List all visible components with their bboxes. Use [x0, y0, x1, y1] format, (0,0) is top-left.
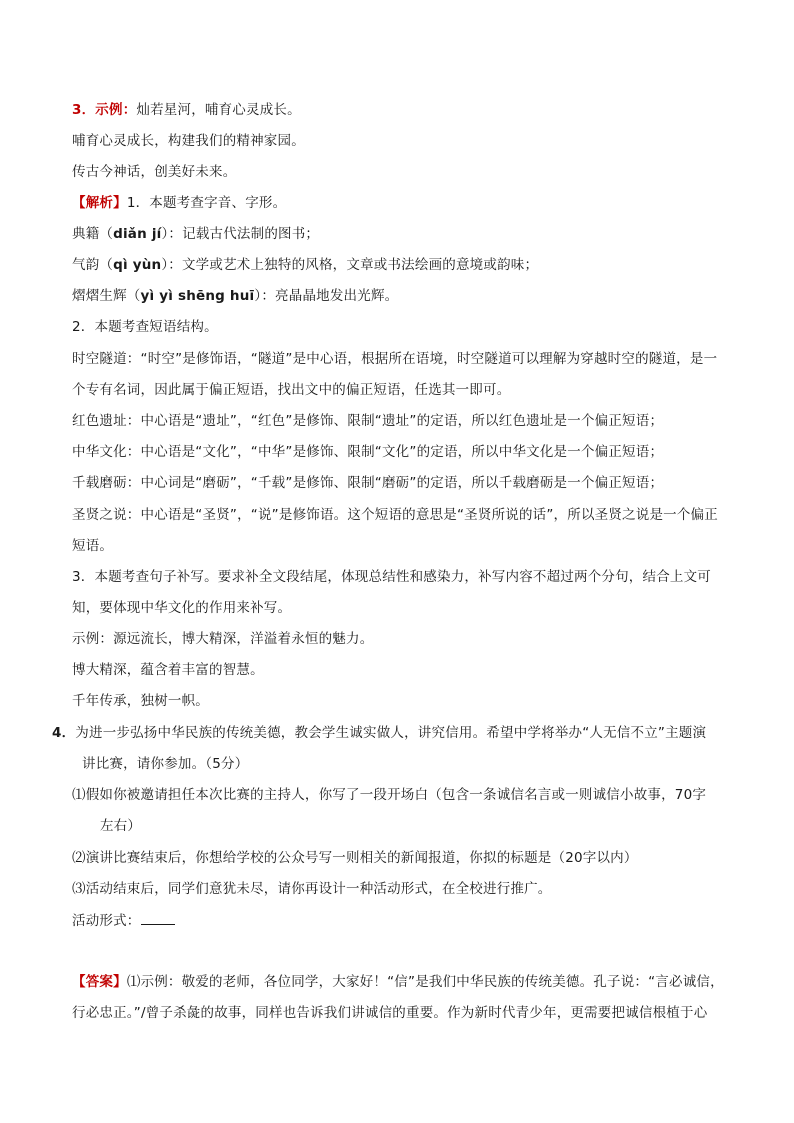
analysis-p3-line-2: 知，要体现中华文化的作用来补写。	[72, 600, 292, 616]
q4-number: 4．	[52, 725, 76, 741]
q4-stem-line-1	[52, 723, 706, 743]
q4-activity-line	[72, 910, 175, 931]
analysis-p3-line-1: 3．本题考查句子补写。要求补全文段结尾，体现总结性和感染力，补写内容不超过两个分句，结合上文可	[72, 569, 711, 585]
q4-stem-line-2: 讲比赛，请你参加。（5分）	[82, 756, 249, 772]
activity-blank	[141, 910, 175, 925]
analysis-p2-line-4: 中华文化：中心语是“文化”，“中华”是修饰、限制“文化”的定语，所以中华文化是一个偏正短语；	[72, 444, 664, 460]
q3-example-line-1	[72, 100, 301, 120]
analysis-tag: 【解析】	[72, 195, 127, 211]
analysis-p2-line-7: 短语。	[72, 538, 114, 554]
q4-sub3: ⑶活动结束后，同学们意犹未尽，请你再设计一种活动形式，在全校进行推广。	[72, 881, 552, 897]
q3-example-label: 3．示例：	[72, 102, 137, 118]
analysis-p3-line-3: 示例：源远流长，博大精深，洋溢着永恒的魅力。	[72, 631, 374, 647]
analysis-qiyun	[72, 255, 538, 275]
definition-qiyun: ）：文学或艺术上独特的风格，文章或书法绘画的意境或韵味；	[161, 257, 539, 273]
answer-tag: 【答案】	[72, 974, 127, 990]
analysis-p2-head: 2．本题考查短语结构。	[72, 319, 218, 335]
analysis-p2-line-3: 红色遗址：中心语是“遗址”，“红色”是修饰、限制“遗址”的定语，所以红色遗址是一个偏正短语；	[72, 413, 664, 429]
q3-example-line-2: 哺育心灵成长，构建我们的精神家园。	[72, 133, 305, 149]
definition-yiyi: ）：亮晶晶地发出光辉。	[254, 288, 399, 304]
analysis-p2-line-1: 时空隧道：“时空”是修饰语，“隧道”是中心语，根据所在语境，时空隧道可以理解为穿越时空的隧道，是一	[72, 351, 718, 367]
analysis-p1-head: 1．本题考查字音、字形。	[126, 195, 287, 211]
answer-text-1: ⑴示例：敬爱的老师，各位同学，大家好！“信”是我们中华民族的传统美德。孔子说：“言必诚信，	[126, 974, 724, 990]
analysis-p2-line-6: 圣贤之说：中心语是“圣贤”，“说”是修饰语。这个短语的意思是“圣贤所说的话”，所以圣贤之说是一个偏正	[72, 507, 718, 523]
definition-dianji: ）：记载古代法制的图书；	[161, 226, 320, 242]
analysis-dianji	[72, 224, 319, 244]
term-qiyun: 气韵（	[72, 257, 114, 273]
analysis-heading	[72, 193, 286, 213]
analysis-yiyi	[72, 286, 398, 306]
answer-line-2: 行必忠正。”/曾子杀彘的故事，同样也告诉我们讲诚信的重要。作为新时代青少年，更需要把诚信根植于心	[72, 1005, 708, 1021]
term-yiyi: 熠熠生辉（	[72, 288, 141, 304]
pinyin-yiyi: yì yì shēng huī	[140, 288, 255, 304]
q4-sub1-line-2: 左右）	[100, 818, 142, 834]
term-dianji: 典籍（	[72, 226, 114, 242]
answer-line-1	[72, 972, 724, 992]
q3-example-text: 灿若星河，哺育心灵成长。	[136, 102, 301, 118]
q4-stem-text: 为进一步弘扬中华民族的传统美德，教会学生诚实做人，讲究信用。希望中学将举办“人无信不立”主题演	[75, 725, 707, 741]
pinyin-qiyun: qì yùn	[113, 257, 162, 273]
analysis-p3-line-5: 千年传承，独树一帜。	[72, 693, 209, 709]
pinyin-dianji: diǎn jí	[113, 226, 162, 242]
analysis-p3-line-4: 博大精深，蕴含着丰富的智慧。	[72, 662, 264, 678]
q4-sub1-line-1: ⑴假如你被邀请担任本次比赛的主持人，你写了一段开场白（包含一条诚信名言或一则诚信小故事，70字	[72, 787, 707, 803]
analysis-p2-line-2: 个专有名词，因此属于偏正短语，找出文中的偏正短语，任选其一即可。	[72, 382, 511, 398]
analysis-p2-line-5: 千载磨砺：中心词是“磨砺”，“千载”是修饰、限制“磨砺”的定语，所以千载磨砺是一个偏正短语；	[72, 475, 664, 491]
activity-label: 活动形式：	[72, 913, 141, 929]
q3-example-line-3: 传古今神话，创美好未来。	[72, 164, 237, 180]
q4-sub2: ⑵演讲比赛结束后，你想给学校的公众号写一则相关的新闻报道，你拟的标题是（20字以内）	[72, 850, 638, 866]
